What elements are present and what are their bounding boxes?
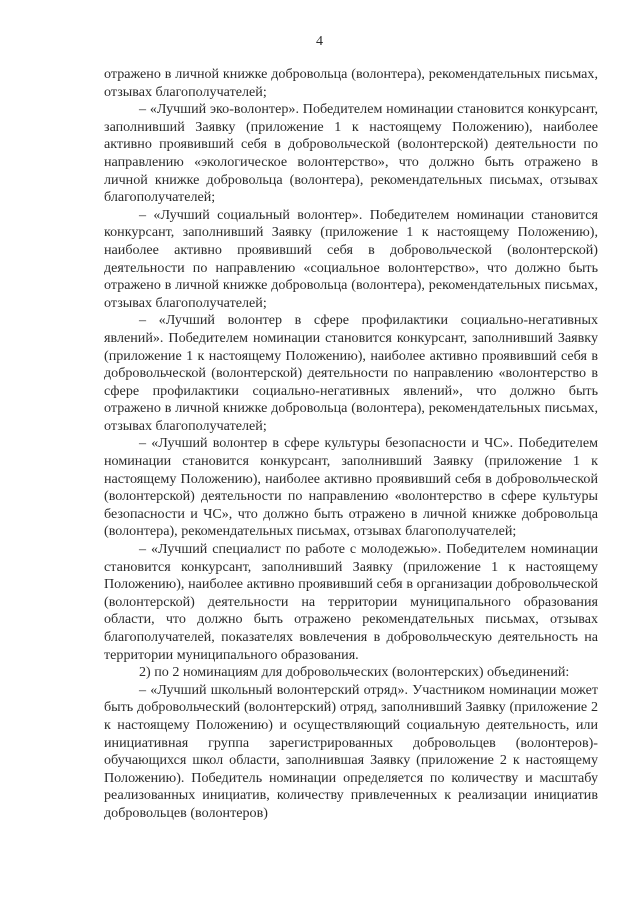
paragraph-prevention-volunteer: – «Лучший волонтер в сфере профилактики социально-негативных явлений». Победителем номинации становится конкурсант, заполнивший Заявку (приложение 1 к настоящему Положению), наиболее активно проявивший себя в добровольческой (волонтерской) деятельности по направлению «волонтерство в сфере профилактики социально-негативных явлений», что должно быть отражено в личной книжке добровольца (волонтера), рекомендательных письмах, отзывах благополучателей; [104, 312, 598, 434]
document-text [104, 66, 598, 823]
paragraph-continuation: отражено в личной книжке добровольца (волонтера), рекомендательных письмах, отзывах благополучателей; [104, 66, 598, 100]
paragraph-school-squad: – «Лучший школьный волонтерский отряд». Участником номинации может быть добровольческий (волонтерский) отряд, заполнивший Заявку (приложение 2 к настоящему Положению) и осуществляющий социальную деятельность, или инициативная группа зарегистрированных добровольцев (волонтеров)-обучающихся школ области, заполнившая Заявку (приложение 2 к настоящему Положению). Победитель номинации определяется по количеству и масштабу реализованных инициатив, количеству привлеченных к реализации инициатив добровольцев (волонтеров) [104, 681, 598, 821]
paragraph-associations-heading: 2) по 2 номинациям для добровольческих (волонтерских) объединений: [139, 664, 570, 681]
paragraph-social-volunteer: – «Лучший социальный волонтер». Победителем номинации становится конкурсант, заполнивший Заявку (приложение 1 к настоящему Положению), наиболее активно проявивший себя в добровольческой (волонтерской) деятельности по направлению «социальное волонтерство», что должно быть отражено в личной книжке добровольца (волонтера), рекомендательных письмах, отзывах благополучателей; [104, 206, 598, 311]
paragraph-youth-specialist: – «Лучший специалист по работе с молодежью». Победителем номинации становится конкурсант, заполнивший Заявку (приложение 1 к настоящему Положению), наиболее активно проявивший себя в организации добровольческой (волонтерской) деятельности на территории муниципального образования области, что должно быть отражено рекомендательных письмах, отзывах благополучателей, показателях вовлечения в добровольческую деятельность на территории муниципального образования. [104, 541, 598, 663]
paragraph-eco-volunteer: – «Лучший эко-волонтер». Победителем номинации становится конкурсант, заполнивший Заявку (приложение 1 к настоящему Положению), наиболее активно проявивший себя в добровольческой (волонтерской) деятельности по направлению «экологическое волонтерство», что должно быть отражено в личной книжке добровольца (волонтера), рекомендательных письмах, отзывах благополучателей; [104, 101, 598, 206]
paragraph-safety-volunteer: – «Лучший волонтер в сфере культуры безопасности и ЧС». Победителем номинации становится конкурсант, заполнивший Заявку (приложение 1 к настоящему Положению), наиболее активно проявивший себя в добровольческой (волонтерской) деятельности по направлению «волонтерство в сфере культуры безопасности и ЧС», что должно быть отражено в личной книжке добровольца (волонтера), рекомендательных письмах, отзывах благополучателей; [104, 435, 598, 540]
page-number: 4 [316, 34, 323, 49]
